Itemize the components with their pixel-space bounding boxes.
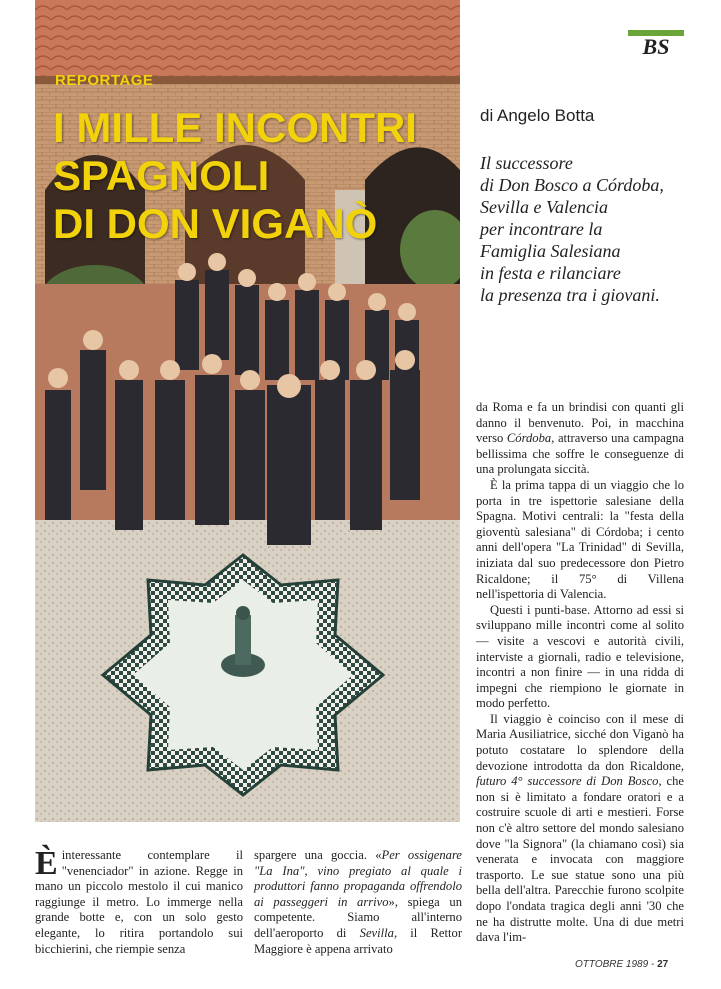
paragraph: Questi i punti-base. Attorno ad essi si sviluppano mille incontri come al solito — visite a vescovi e autorità civili, interviste a giornali, radio e televisione, incontri a non finire — in una ridda di impegni che riempiono le giornate in modo perfetto. bbox=[476, 602, 684, 711]
headline-line-1: I MILLE INCONTRI bbox=[53, 104, 417, 151]
city-name: Córdoba bbox=[506, 431, 552, 446]
city-name: Sevilla bbox=[359, 925, 394, 940]
deck-line: per incontrare la bbox=[480, 219, 603, 239]
headline-line-2: SPAGNOLI bbox=[53, 152, 270, 199]
text-run: Il viaggio è coinciso con il mese di Maria Ausiliatrice, sicché don Viganò ha potuto costatare lo splendore della devozione introdotta da don Ricaldone, bbox=[476, 711, 684, 773]
text-run: , il Rettor Maggiore è appena arrivato bbox=[254, 925, 463, 956]
page-number: 27 bbox=[657, 959, 669, 970]
paragraph bbox=[476, 712, 684, 946]
section-kicker: REPORTAGE bbox=[55, 72, 154, 89]
deck-line: in festa e rilanciare bbox=[480, 263, 621, 283]
emphasis: futuro 4° successore di Don Bosco bbox=[476, 774, 659, 789]
body-column-right bbox=[476, 400, 684, 946]
byline: di Angelo Botta bbox=[480, 106, 595, 125]
paragraph: È la prima tappa di un viaggio che lo porta in tre ispettorie salesiane della Spagna. Motivi centrali: la "festa della gioventù salesiana" di Córdoba; i cento anni dell'opera "La Trinidad" di Sevilla, iniziata dal suo predecessore don Pietro Ricaldone; il 75° di Villena nell'ispettoria di Valencia. bbox=[476, 477, 684, 602]
text-run: spargere una goccia. « bbox=[254, 848, 382, 862]
deck-line: Sevilla e Valencia bbox=[480, 197, 608, 217]
article-deck bbox=[480, 152, 695, 306]
deck-line: Famiglia Salesiana bbox=[480, 241, 621, 261]
text-run: da Roma e fa un brindisi con quanti gli danno il benvenuto. Poi, in macchina verso bbox=[476, 400, 684, 446]
drop-cap: È bbox=[35, 845, 58, 882]
deck-line: la presenza tra i giovani. bbox=[480, 285, 660, 305]
body-column-b bbox=[254, 848, 462, 957]
paragraph bbox=[254, 848, 462, 957]
deck-line: di Don Bosco a Córdoba, bbox=[480, 175, 664, 195]
page-folio bbox=[575, 959, 668, 970]
magazine-badge: BS bbox=[628, 30, 684, 60]
paragraph bbox=[476, 400, 684, 478]
article-headline bbox=[53, 104, 453, 248]
text-run: interessante contemplare il "venenciador" in azione. Regge in mano un piccolo mestolo il cui manico raggiunge il metro. Lo immerge nella grande botte e, con un solo gesto elegante, lo ritira portandolo sui bicchierini, che riempie senza bbox=[35, 848, 243, 956]
text-run: , attraverso una campagna bellissima che soffre le conseguenze di una prolungata siccità. bbox=[476, 431, 684, 477]
headline-line-3: DI DON VIGANÒ bbox=[53, 200, 378, 247]
text-run: , che non si è limitato a fondare oratori e a costruire scuole di arti e mestieri. Forse non c'è altro settore del mondo salesiano dove "la Signora" (la chiamano così) sia venerata e invocata con maggiore trasporto. Le sue statue sono una più bella dell'altra. Parecchie furono scolpite dopo l'ondata tragica degli anni '30 che ne ha distrutte molte. Una di due metri dava l'im- bbox=[476, 774, 685, 945]
text-run: », spiega un competente. Siamo all'interno dell'aeroporto di bbox=[254, 894, 462, 940]
deck-line: Il successore bbox=[480, 153, 573, 173]
issue-date: OTTOBRE 1989 - bbox=[575, 959, 658, 970]
paragraph bbox=[35, 845, 243, 957]
quote: Per ossigenare "La Ina", vino pregiato al quale i produttori fanno propaganda offrendolo ai passeggeri in arrivo bbox=[254, 848, 462, 909]
body-column-a bbox=[35, 845, 243, 957]
